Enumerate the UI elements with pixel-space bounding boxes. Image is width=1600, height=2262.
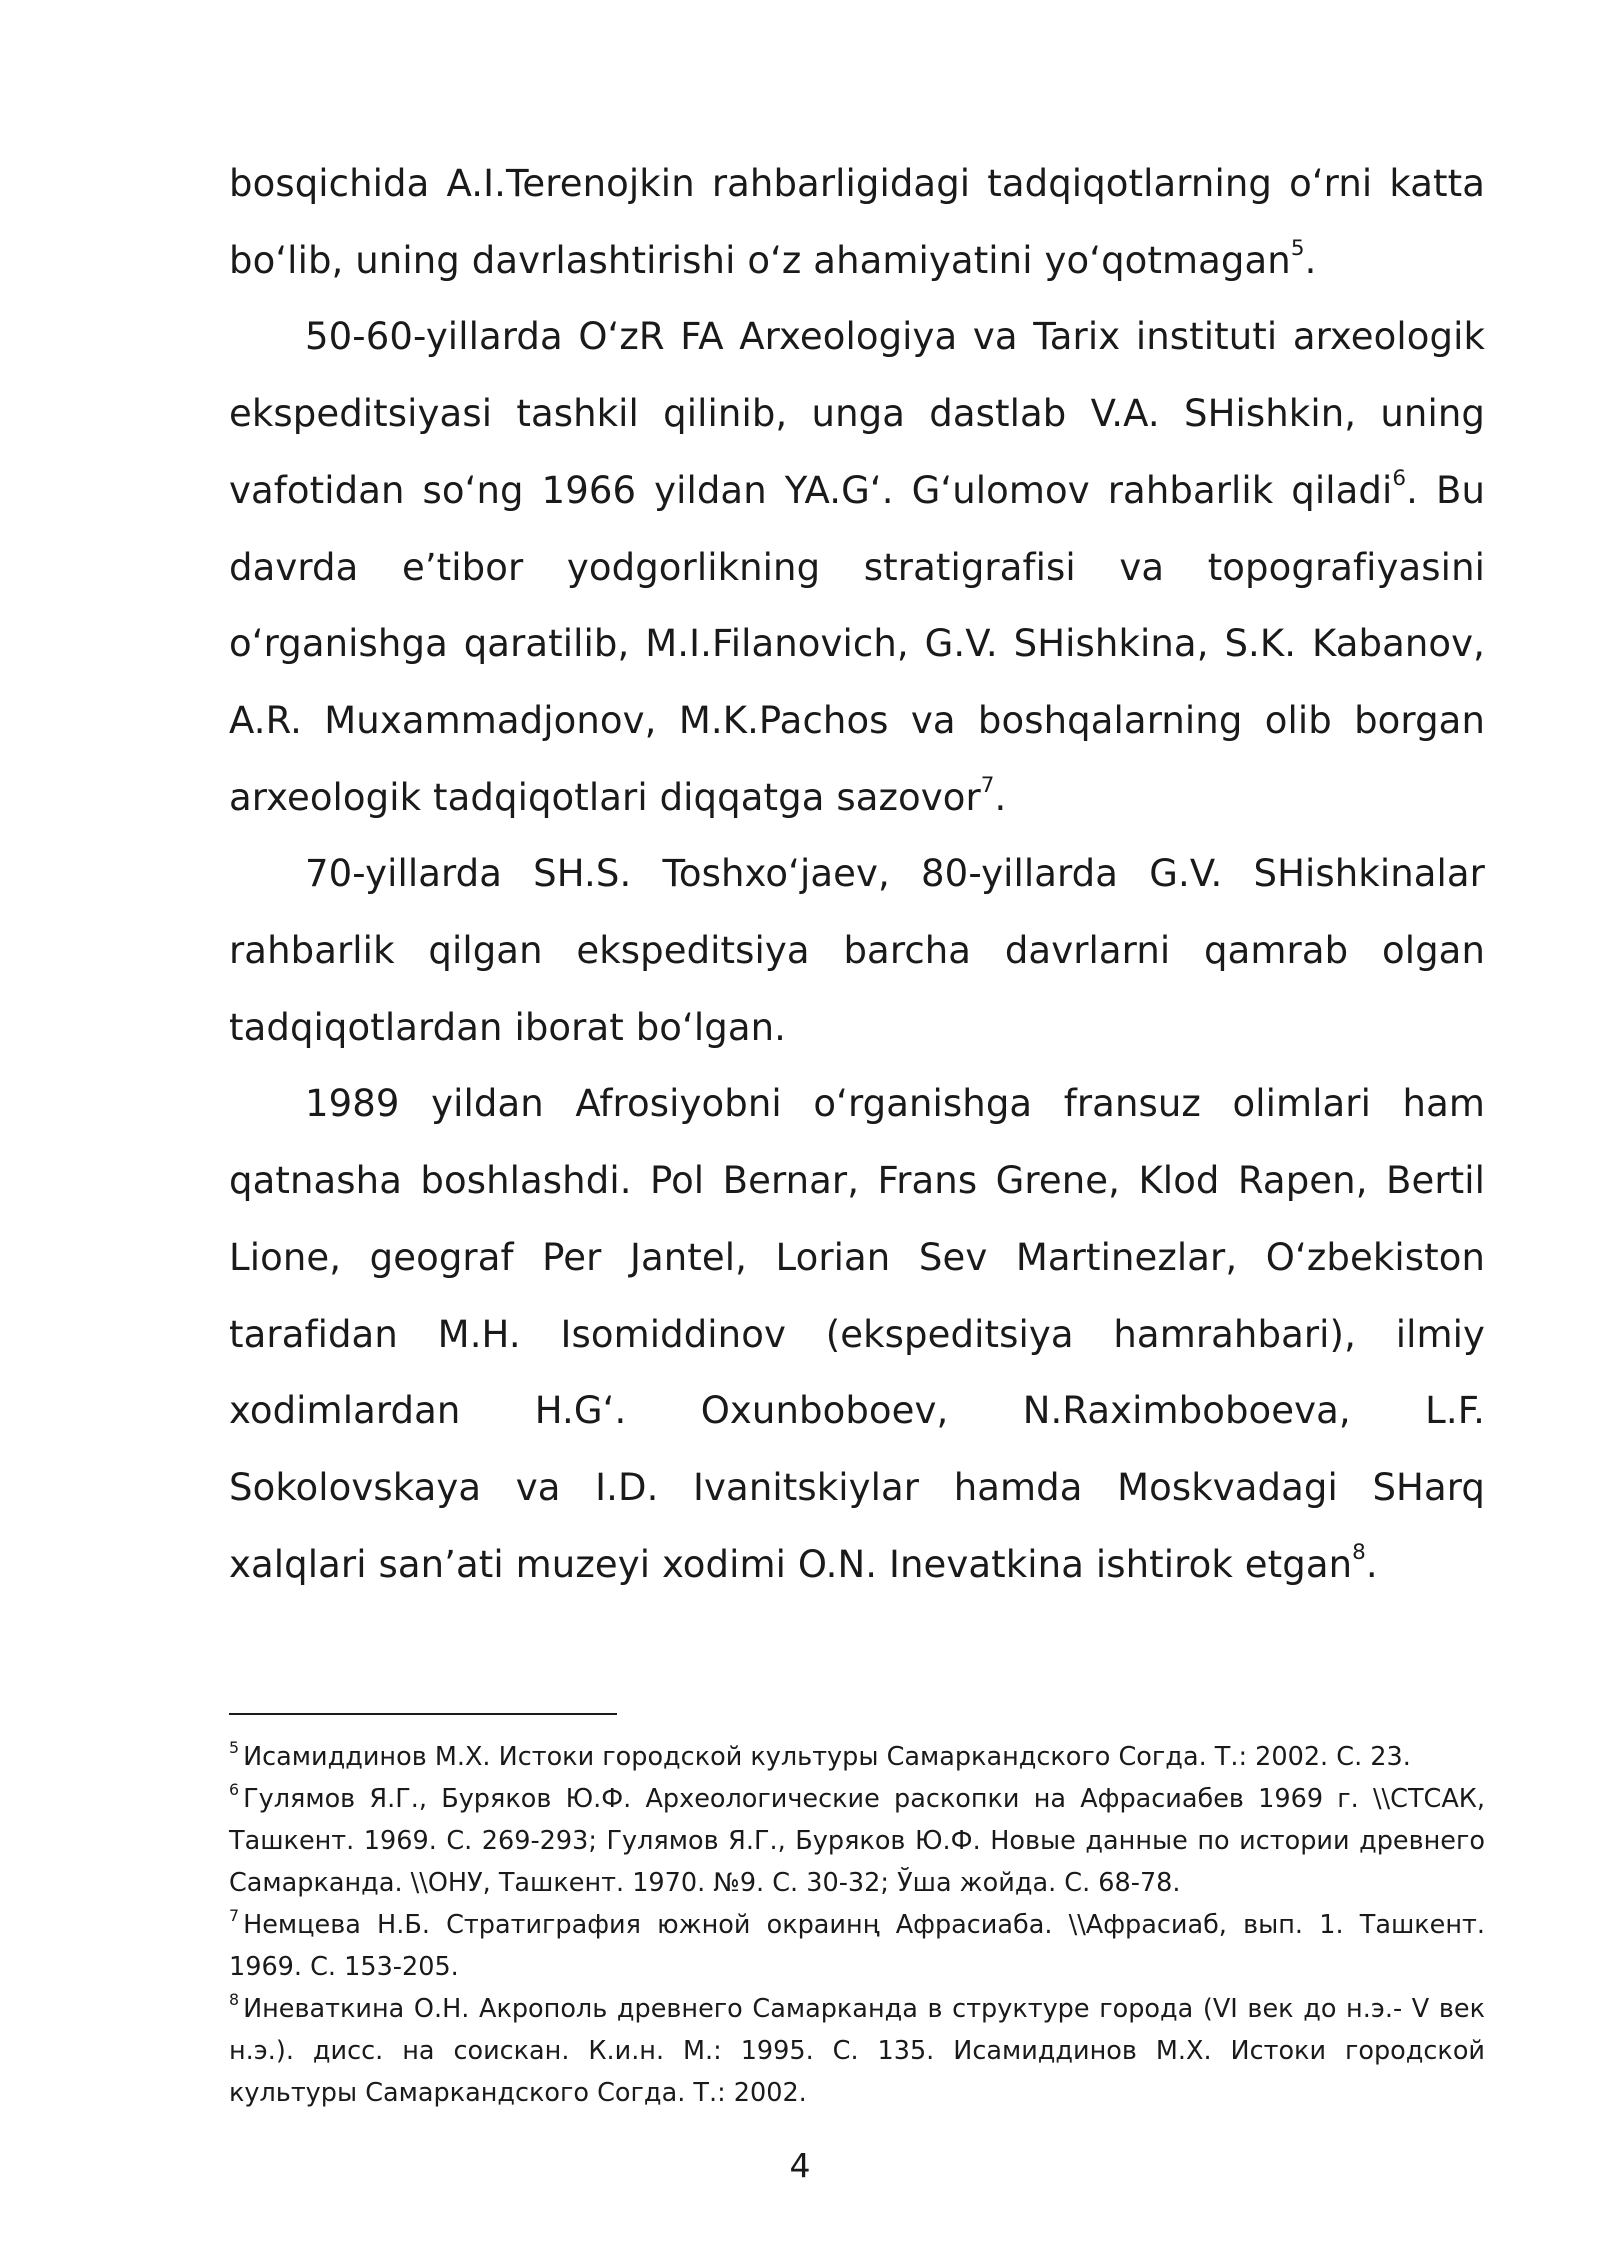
footnote-text: Гулямов Я.Г., Буряков Ю.Ф. Археологические раскопки на Афрасиабев 1969 г. \\СТСАК, Ташкент. 1969. С. 269-293; Гулямов Я.Г., Буряков Ю.Ф. Новые данные по истории древнего Самарканда. \\ОНУ, Ташкент. 1970. №9. С. 30-32; Ўша жойда. С. 68-78. [229,1784,1485,1898]
footnote-7 [229,1904,1485,1988]
paragraph-text: bosqichida A.I.Terenojkin rahbarligidagi tadqiqotlarning oʻrni katta boʻlib, uning davrlashtirishi oʻz ahamiyatini yoʻqotmagan [229,162,1485,282]
paragraph-3 [229,836,1485,1066]
paragraph-tail: . [994,775,1007,819]
footnote-text: Иневаткина О.Н. Акрополь древнего Самарканда в структуре города (VI век до н.э.- V век н.э.). дисс. на соискан. К.и.н. М.: 1995. С. 135. Исамиддинов М.Х. Истоки городской культуры Самаркандского Согда. Т.: 2002. [229,1994,1485,2108]
paragraph-2 [229,299,1485,836]
paragraph-text: 50-60-yillarda OʻzR FA Arxeologiya va Tarix instituti arxeologik ekspeditsiyasi tashkil qilinib, unga dastlab V.A. SHishkin, uning vafotidan soʻng 1966 yildan YA.Gʻ. Gʻulomov rahbarlik qiladi [229,315,1485,512]
footnote-number: 7 [229,1906,240,1926]
paragraph-1 [229,146,1485,299]
paragraph-text: 70-yillarda SH.S. Toshxoʻjaev, 80-yillarda G.V. SHishkinalar rahbarlik qilgan ekspeditsiya barcha davrlarni qamrab olgan tadqiqotlardan iborat boʻlgan. [229,852,1485,1049]
footnote-text: Исамиддинов М.Х. Истоки городской культуры Самаркандского Согда. Т.: 2002. С. 23. [243,1742,1411,1772]
footnote-text: Немцева Н.Б. Стратиграфия южной окраинң Афрасиаба. \\Афрасиаб, вып. 1. Ташкент. 1969. С. 153-205. [229,1910,1485,1982]
footnote-number: 6 [229,1780,240,1800]
paragraph-text: . Bu davrda eʼtibor yodgorlikning stratigrafisi va topografiyasini oʻrganishga qaratilib, M.I.Filanovich, G.V. SHishkina, S.K. Kabanov, A.R. Muxammadjonov, M.K.Pachos va boshqalarning olib borgan arxeologik tadqiqotlari diqqatga sazovor [229,468,1485,819]
footnote-6 [229,1778,1485,1904]
footnote-8 [229,1988,1485,2114]
footnote-number: 5 [229,1738,240,1758]
footnote-ref[interactable]: 5 [1290,235,1305,261]
paragraph-4 [229,1066,1485,1603]
footnote-number: 8 [229,1990,240,2010]
footnotes [229,1736,1485,2114]
page-number: 4 [789,2146,811,2185]
footnote-5 [229,1736,1485,1778]
paragraph-text: 1989 yildan Afrosiyobni oʻrganishga fransuz olimlari ham qatnasha boshlashdi. Pol Bernar, Frans Grene, Klod Rapen, Bertil Lione, geograf Per Jantel, Lorian Sev Martinezlar, Oʻzbekiston tarafidan M.H. Isomiddinov (ekspeditsiya hamrahbari), ilmiy xodimlardan H.Gʻ. Oxunboboev, N.Raximboboeva, L.F. Sokolovskaya va I.D. Ivanitskiylar hamda Moskvadagi SHarq xalqlari sanʼati muzeyi xodimi O.N. Inevatkina ishtirok etgan [229,1082,1485,1586]
footnote-ref[interactable]: 6 [1392,465,1407,491]
paragraph-tail: . [1304,238,1317,282]
footnote-separator [229,1713,617,1715]
footnote-ref[interactable]: 8 [1352,1539,1366,1565]
footnote-ref[interactable]: 7 [980,772,995,798]
main-text [229,146,1485,1603]
paragraph-tail: . [1365,1542,1378,1586]
